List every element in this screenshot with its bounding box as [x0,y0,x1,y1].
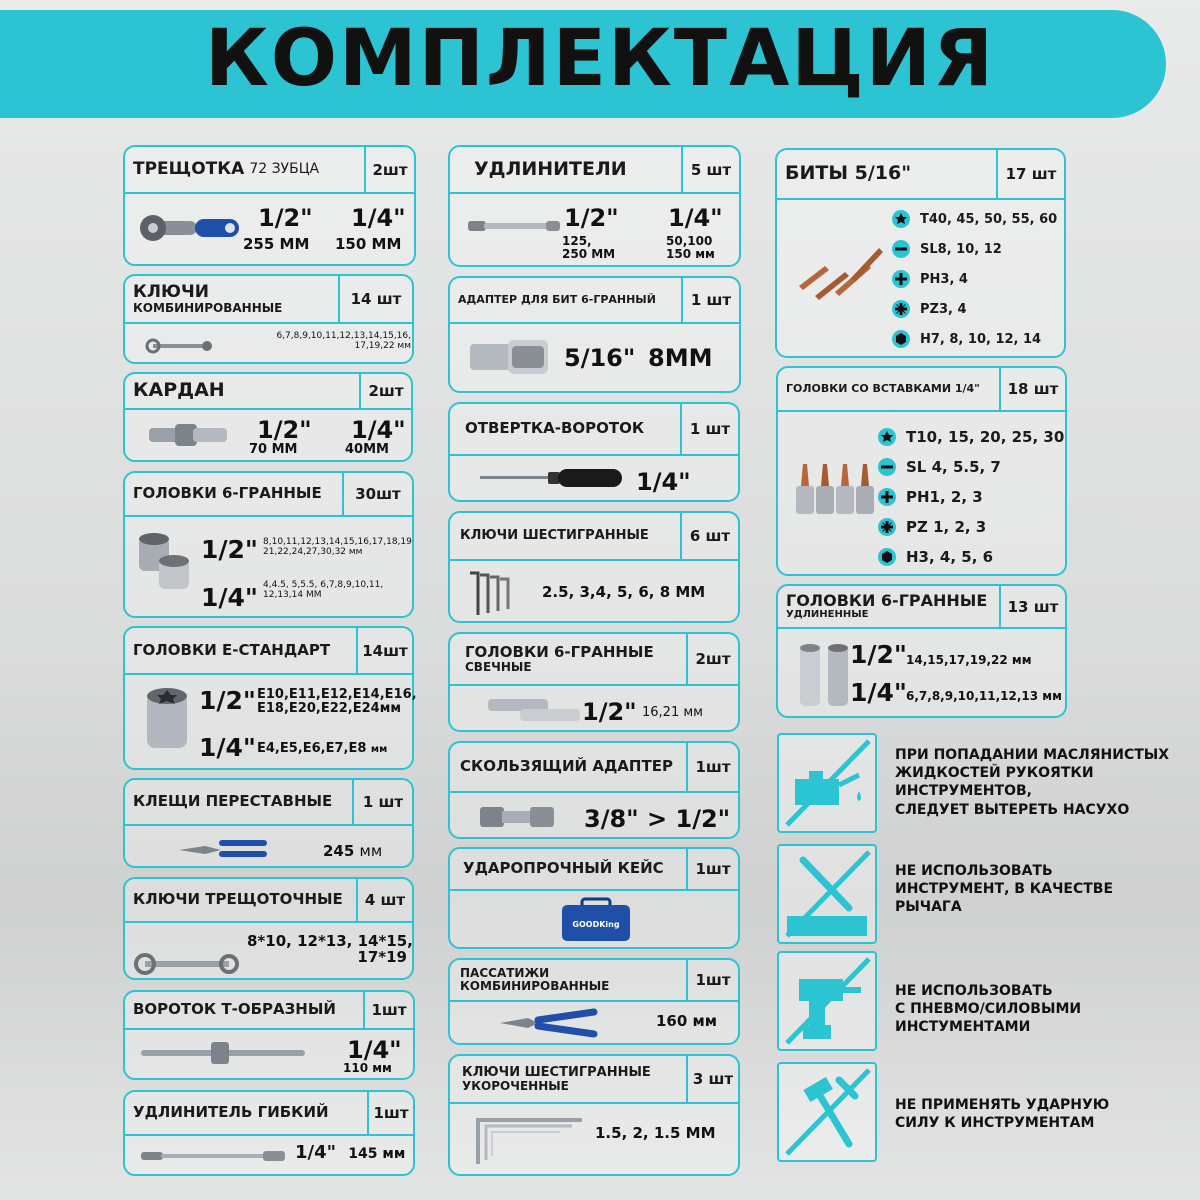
case-brand: GOODKing [572,920,620,929]
card-count: 13 шт [999,586,1065,627]
oil-can-icon [779,735,875,831]
card-name-sub: УКОРОЧЕННЫЕ [462,1078,569,1093]
card-header [450,278,739,324]
warning-line: ИНСТРУМЕНТ, В КАЧЕСТВЕ [895,881,1114,898]
warning-box [777,1062,877,1162]
t-handle-image [139,1038,307,1068]
card-name-tail: 72 ЗУБЦА [249,161,320,178]
warning-text [895,1096,1109,1132]
card-name: ГОЛОВКИ 6-ГРАННЫЕ [465,642,654,661]
warning-line: НЕ ИСПОЛЬЗОВАТЬ [895,863,1053,879]
length-half: 255 ММ [243,235,310,253]
size-half: 1/2" [199,686,256,715]
bit-size: 5/16" [564,344,636,372]
bit-mm: 8ММ [648,344,713,372]
card-name: КЛЕЩИ ПЕРЕСТАВНЫЕ [133,792,333,811]
bit-row [892,267,968,291]
hammer-icon [779,1064,875,1160]
size-quarter: 1/4" [201,583,258,612]
card-header [125,628,412,675]
sizes: 2.5, 3,4, 5, 6, 8 ММ [542,583,706,601]
bit-sockets-image [792,456,882,526]
bit-row [892,297,967,321]
size-half: 1/2" [201,535,258,564]
warning-text [895,982,1081,1037]
size-quarter: 1/4" [199,733,256,762]
card-name: КЛЮЧИ [133,281,209,302]
sizes-line: 17*19 [357,947,407,966]
warning-text [895,862,1113,917]
sizes-line: 21,22,24,27,30,32 мм [263,547,363,558]
card-name-sub: КОМБИНИРОВАННЫЕ [460,979,610,993]
length-line: 50,100 [666,234,713,248]
sizes-line: 12,13,14 ММ [263,590,322,601]
pliers-image [175,836,271,860]
card-pliers-adj [123,778,414,868]
pozi-icon [892,300,910,318]
bit-spec: T10, 15, 20, 25, 30 [906,428,1065,446]
power-drill-icon [779,953,875,1049]
length: 160 мм [656,1012,718,1030]
bit-spec: PZ 1, 2, 3 [906,518,987,536]
card-name: КЛЮЧИ ШЕСТИГРАННЫЕ [462,1064,651,1080]
card-spark-sockets [448,632,740,732]
hex-icon [892,330,910,348]
wrench-image [145,338,215,354]
sizes: 1.5, 2, 1.5 ММ [595,1124,716,1142]
length: 110 мм [343,1061,392,1075]
ratchet-image [137,205,247,253]
bit-spec: T40, 45, 50, 55, 60 [920,211,1058,227]
warning-box [777,844,877,944]
card-ratchet-wrench [123,877,414,980]
bit-spec: SL8, 10, 12 [920,241,1002,257]
card-name: СКОЛЬЗЯЩИЙ АДАПТЕР [460,757,673,776]
warning-text [895,746,1169,819]
length: 145 мм [348,1146,406,1162]
card-header [125,992,413,1030]
card-count: 1шт [363,992,413,1028]
card-name-sub: СВЕЧНЫЕ [465,659,532,674]
card-name: ВОРОТОК Т-ОБРАЗНЫЙ [133,1000,336,1019]
card-bit-sockets [776,366,1067,576]
lever-icon [779,846,875,942]
warning-line: НЕ ИСПОЛЬЗОВАТЬ [895,983,1053,999]
card-header [450,404,738,456]
card-count: 5 шт [681,147,739,192]
warning-line: СЛЕДУЕТ ВЫТЕРЕТЬ НАСУХО [895,801,1130,818]
card-count: 3 шт [686,1056,738,1102]
warning-line: ПРИ ПОПАДАНИИ МАСЛЯНИСТЫХ [895,747,1170,763]
torx-icon [878,428,896,446]
card-pliers-comb [448,958,740,1045]
card-header [450,513,738,561]
card-count: 1шт [367,1092,413,1134]
length-quarter: 40ММ [345,442,389,457]
card-e-sockets [123,626,417,770]
sizes-line: 17,19,22 мм [354,341,411,352]
size-quarter: 1/4" [347,1036,402,1064]
size-half: 1/2" [257,416,312,444]
bit-spec: PH1, 2, 3 [906,488,983,506]
bit-row [878,545,993,569]
card-count: 1шт [686,960,738,1000]
card-extensions [448,145,741,267]
card-header [125,276,412,324]
case-image [560,897,632,943]
card-count: 1шт [686,849,738,889]
slot-icon [878,458,896,476]
size-quarter: 1/4" [636,468,691,496]
size-half: 1/2" [850,640,907,669]
bit-spec: PZ3, 4 [920,301,967,317]
card-name: АДАПТЕР ДЛЯ БИТ 6-ГРАННЫЙ [458,293,656,307]
length-quarter: 150 ММ [335,235,402,253]
card-slide-adapter [448,741,740,839]
page-title: КОМПЛЕКТАЦИЯ [204,14,996,104]
slot-icon [892,240,910,258]
card-cardan [123,372,413,462]
sizes-line: E4,E5,E6,E7,E8 [257,741,367,756]
bits-image [795,242,887,302]
sizes-line: 4,4.5, 5,5.5, 6,7,8,9,10,11, [263,580,384,590]
card-count: 4 шт [356,879,412,921]
card-flex-ext [123,1090,415,1176]
bit-adapter-image [468,336,552,378]
card-bit-adapter [448,276,741,393]
size-half: 1/2" [258,204,313,232]
warning-line: ЖИДКОСТЕЙ РУКОЯТКИ [895,765,1094,782]
length-line: 125, [562,234,592,248]
extension-image [466,217,562,235]
comb-pliers-image [498,1008,598,1038]
spark-socket-image [486,696,586,724]
card-header [125,374,411,410]
card-case [448,847,740,949]
socket-image [135,529,195,599]
card-header [450,1056,738,1104]
length-line: 150 мм [666,246,715,261]
short-hex-image [472,1112,592,1168]
card-count: 2шт [359,374,411,408]
slide-adapter-image [478,801,556,833]
card-header [450,634,738,686]
card-count: 18 шт [999,368,1065,410]
size-quarter: 1/4" [351,204,406,232]
bit-row [878,455,1001,479]
phillips-icon [892,270,910,288]
card-count: 2шт [364,147,414,192]
card-count: 2шт [686,634,738,684]
warning-line: СИЛУ К ИНСТРУМЕНТАМ [895,1115,1095,1132]
card-name: БИТЫ 5/16" [785,162,912,185]
flex-ext-image [139,1144,289,1166]
card-header [450,743,738,793]
card-count: 1 шт [352,780,412,824]
card-count: 1 шт [681,278,739,322]
card-header [777,150,1064,200]
unit: мм [359,842,383,860]
hex-icon [878,548,896,566]
length-line: 250 ММ [562,246,616,261]
bit-row [892,327,1041,351]
card-name: ОТВЕРТКА-ВОРОТОК [465,419,645,438]
card-name: ГОЛОВКИ 6-ГРАННЫЕ [133,484,322,503]
screwdriver-image [476,466,626,490]
sizes-line: 8,10,11,12,13,14,15,16,17,18,19 [263,537,412,547]
warning-line: С ПНЕВМО/СИЛОВЫМИ [895,1001,1082,1018]
card-t-handle [123,990,415,1080]
card-name: ГОЛОВКИ СО ВСТАВКАМИ 1/4" [786,382,980,396]
card-name: КАРДАН [133,379,225,402]
warning-line: НЕ ПРИМЕНЯТЬ УДАРНУЮ [895,1097,1110,1113]
card-name-sub: КОМБИНИРОВАННЫЕ [133,300,283,315]
card-count: 6 шт [680,513,738,559]
card-name: ГОЛОВКИ Е-СТАНДАРТ [133,640,331,659]
unit: мм [370,744,388,755]
sizes-line: 14,15,17,19,22 мм [906,653,1032,667]
card-hex-sockets [123,471,414,618]
size-quarter: 1/4" [351,416,406,444]
size-quarter: 1/4" [295,1142,337,1163]
size-half: 1/2" [582,698,637,726]
torx-icon [892,210,910,228]
bit-row [878,425,1064,449]
card-header [125,473,412,517]
card-name: ГОЛОВКИ 6-ГРАННЫЕ [786,590,988,610]
card-long-sockets [776,584,1067,718]
ratchet-wrench-image [131,953,243,975]
adapter-spec: 3/8" > 1/2" [584,805,731,833]
card-header [450,849,738,891]
length: 245 [323,842,355,860]
card-bits [775,148,1066,358]
sizes-line: 6,7,8,9,10,11,12,13,14,15,16, [276,331,411,341]
card-header [125,1092,413,1136]
card-count: 14шт [356,628,412,673]
length-half: 70 ММ [249,442,298,457]
card-name: КЛЮЧИ ШЕСТИГРАННЫЕ [460,528,649,544]
warning-line: ИНСТУМЕНТАМИ [895,1019,1031,1036]
size-quarter: 1/4" [668,204,723,232]
hex-keys-image [464,569,514,621]
bit-spec: H3, 4, 5, 6 [906,548,994,566]
card-name: УДЛИНИТЕЛИ [474,157,627,180]
card-header [125,147,414,194]
card-short-hex [448,1054,740,1176]
card-count: 1шт [686,743,738,791]
warning-line: ИНСТРУМЕНТОВ, [895,783,1032,800]
card-count: 1 шт [680,404,738,454]
sizes-line: E10,E11,E12,E14,E16, [257,687,417,702]
bit-row [892,207,1057,231]
card-screwdriver [448,402,740,502]
card-count: 17 шт [996,150,1064,198]
card-name: КЛЮЧИ ТРЕЩОТОЧНЫЕ [133,890,343,909]
card-header [778,586,1065,629]
bit-spec: SL 4, 5.5, 7 [906,458,1001,476]
card-count: 30шт [342,473,412,515]
card-ratchet [123,145,416,266]
size-half: 1/2" [564,204,619,232]
bit-row [892,237,1002,261]
bit-row [878,515,986,539]
card-name: ПАССАТИЖИ [460,966,550,981]
card-name: УДЛИНИТЕЛЬ ГИБКИЙ [133,1103,329,1122]
sizes-line: E18,E20,E22,E24мм [257,700,401,716]
warning-box [777,951,877,1051]
long-socket-image [796,642,856,710]
card-name: ТРЕЩОТКА [133,158,245,179]
card-name-sub: УДЛИНЕННЫЕ [786,608,869,620]
card-header [125,879,412,923]
phillips-icon [878,488,896,506]
bit-spec: PH3, 4 [920,271,968,287]
pozi-icon [878,518,896,536]
cardan-image [145,418,231,450]
card-comb-wrench [123,274,414,364]
card-count: 14 шт [338,276,412,322]
card-header [450,147,739,194]
card-header [778,368,1065,412]
bit-spec: H7, 8, 10, 12, 14 [920,331,1042,347]
card-header [125,780,412,826]
e-socket-image [143,686,193,752]
card-hex-keys [448,511,740,623]
sizes: 16,21 мм [642,705,703,720]
sizes-line: 8*10, 12*13, 14*15, [247,932,413,950]
card-name: УДАРОПРОЧНЫЙ КЕЙС [463,859,664,878]
bit-row [878,485,983,509]
sizes-line: 6,7,8,9,10,11,12,13 мм [906,689,1062,703]
size-quarter: 1/4" [850,678,907,707]
card-header [450,960,738,1002]
warning-line: РЫЧАГА [895,899,962,916]
warning-box [777,733,877,833]
